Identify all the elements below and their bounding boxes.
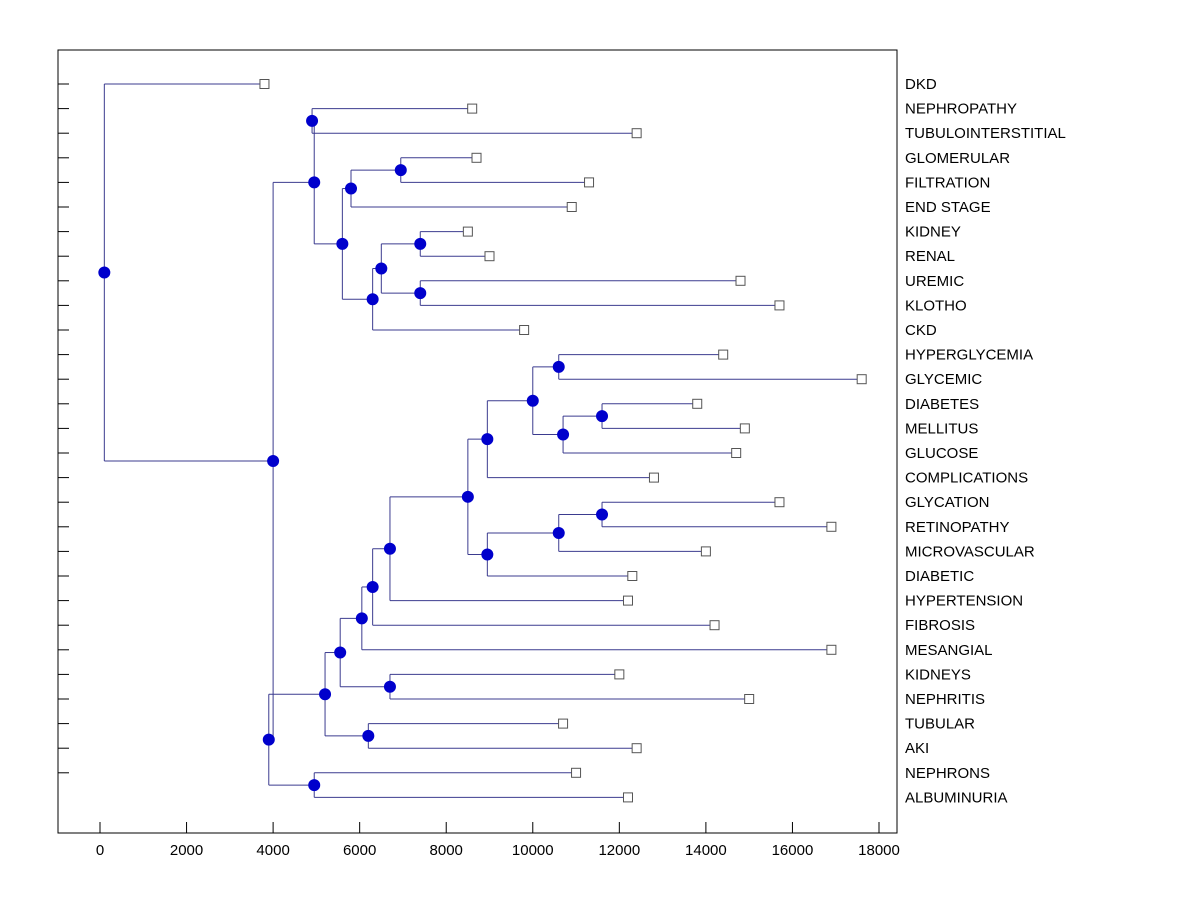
leaf-label: RETINOPATHY [905, 518, 1010, 536]
cluster-node-marker [395, 165, 406, 176]
leaf-label: RENAL [905, 248, 956, 266]
leaf-label: KLOTHO [905, 297, 967, 315]
x-axis-tick-label: 2000 [169, 842, 204, 859]
leaf-label: NEPHRONS [905, 764, 991, 782]
x-axis-tick-label: 10000 [511, 842, 554, 859]
plot-frame [58, 50, 897, 833]
x-axis-tick-label: 12000 [598, 842, 641, 859]
leaf-label: KIDNEY [905, 223, 961, 241]
cluster-node-marker [263, 734, 274, 745]
leaf-marker [585, 178, 594, 187]
leaf-marker [732, 449, 741, 458]
leaf-label: TUBULOINTERSTITIAL [905, 125, 1066, 143]
cluster-node-marker [415, 238, 426, 249]
leaf-marker [615, 670, 624, 679]
cluster-node-marker [320, 689, 331, 700]
leaf-label: GLOMERULAR [905, 149, 1011, 167]
leaf-marker [775, 301, 784, 310]
leaf-marker [520, 326, 529, 335]
leaf-label: KIDNEYS [905, 666, 971, 684]
x-axis-tick-label: 8000 [429, 842, 463, 859]
cluster-node-marker [462, 491, 473, 502]
leaf-label: NEPHROPATHY [905, 100, 1017, 118]
leaf-marker [701, 547, 710, 556]
x-axis-tick-label: 0 [95, 842, 105, 859]
leaf-label: FILTRATION [905, 174, 991, 192]
cluster-node-marker [482, 549, 493, 560]
x-axis-tick-label: 16000 [771, 842, 814, 859]
leaf-marker [649, 473, 658, 482]
leaf-label: GLYCATION [905, 494, 990, 512]
leaf-marker [827, 645, 836, 654]
leaf-label: HYPERGLYCEMIA [905, 346, 1034, 364]
cluster-node-marker [415, 288, 426, 299]
cluster-node-marker [346, 183, 357, 194]
x-axis-tick-label: 14000 [685, 842, 727, 859]
leaf-marker [463, 227, 472, 236]
leaf-marker [827, 522, 836, 531]
leaf-label: UREMIC [905, 272, 965, 290]
leaf-marker [745, 695, 754, 704]
leaf-marker [719, 350, 728, 359]
leaf-label: FIBROSIS [905, 617, 976, 635]
leaf-label: MESANGIAL [905, 641, 993, 659]
cluster-node-marker [558, 429, 569, 440]
cluster-node-marker [309, 177, 320, 188]
leaf-marker [559, 719, 568, 728]
leaf-marker [740, 424, 749, 433]
leaf-marker [623, 596, 632, 605]
leaf-label: NEPHRITIS [905, 690, 986, 708]
cluster-node-marker [384, 681, 395, 692]
cluster-node-marker [99, 267, 110, 278]
leaf-label: CKD [905, 321, 937, 339]
leaf-label: GLYCEMIC [905, 371, 983, 389]
x-axis-tick-label: 18000 [858, 842, 900, 859]
leaf-marker [775, 498, 784, 507]
cluster-node-marker [356, 613, 367, 624]
leaf-label: TUBULAR [905, 715, 976, 733]
leaf-marker [260, 80, 269, 89]
leaf-marker [572, 768, 581, 777]
leaf-label: GLUCOSE [905, 444, 979, 462]
leaf-marker [693, 399, 702, 408]
leaf-marker [632, 129, 641, 138]
cluster-node-marker [337, 238, 348, 249]
cluster-node-marker [309, 780, 320, 791]
cluster-node-marker [367, 294, 378, 305]
leaf-label: HYPERTENSION [905, 592, 1024, 610]
leaf-label: MELLITUS [905, 420, 979, 438]
leaf-marker [710, 621, 719, 630]
cluster-node-marker [384, 543, 395, 554]
leaf-label: DIABETIC [905, 567, 975, 585]
leaf-marker [857, 375, 866, 384]
leaf-label: MICROVASCULAR [905, 543, 1035, 561]
cluster-node-marker [597, 411, 608, 422]
cluster-node-marker [376, 263, 387, 274]
cluster-node-marker [527, 395, 538, 406]
leaf-marker [485, 252, 494, 261]
leaf-label: AKI [905, 740, 930, 758]
leaf-marker [468, 104, 477, 113]
cluster-node-marker [367, 581, 378, 592]
leaf-marker [623, 793, 632, 802]
cluster-node-marker [553, 361, 564, 372]
leaf-marker [628, 572, 637, 581]
cluster-node-marker [363, 730, 374, 741]
cluster-node-marker [553, 527, 564, 538]
leaf-marker [632, 744, 641, 753]
leaf-label: ALBUMINURIA [905, 789, 1008, 807]
leaf-label: COMPLICATIONS [905, 469, 1029, 487]
leaf-label: DKD [905, 75, 937, 93]
cluster-node-marker [597, 509, 608, 520]
cluster-node-marker [268, 456, 279, 467]
leaf-marker [567, 203, 576, 212]
leaf-label: DIABETES [905, 395, 980, 413]
x-axis-tick-label: 6000 [342, 842, 377, 859]
cluster-node-marker [307, 115, 318, 126]
leaf-marker [472, 153, 481, 162]
cluster-node-marker [335, 647, 346, 658]
leaf-marker [736, 276, 745, 285]
leaf-label: END STAGE [905, 198, 991, 216]
cluster-node-marker [482, 434, 493, 445]
x-axis-tick-label: 4000 [256, 842, 290, 859]
